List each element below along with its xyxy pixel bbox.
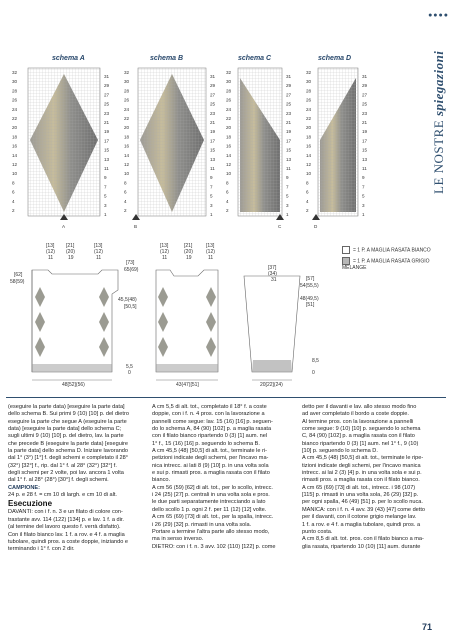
row-number: 22 [124,116,130,121]
text-line: ma in senso inverso. [152,536,204,543]
row-number: 25 [362,101,368,107]
text-line: trastante avv. 114 (122) [134] p. e lav. 1 f. a dir. [8,516,124,523]
row-number: 7 [104,184,107,190]
text-line: e sui p. rimasti pros. a maglia rasata con il filato [152,470,270,477]
text-line: i 24 (25) [27] p. centrali in una volta sola e pros. [152,492,270,499]
row-number: 23 [362,110,368,116]
row-number: 8 [226,180,229,186]
row-number: 13 [210,156,216,162]
row-number: 31 [286,74,292,79]
row-number: 6 [226,189,229,195]
text-line: A cm 65 (69) [73] di alt. tot., per la spalla, intrecc. [152,514,274,521]
text-line: dello schema B. Sui primi 9 (10) [10] p. del dietro [8,411,129,418]
garment-diagrams [0,242,453,392]
column-2 [152,404,292,551]
row-number: 22 [226,116,232,121]
text-line: Con il filato bianco lav. 1 f. a rov. e 4 f. a maglia [8,531,125,538]
row-number: 5 [210,193,213,199]
text-line: DAVANTI: con i f. n. 3 e un filato di colore con- [8,509,123,516]
text-line: Portare a termine l'altra parte allo stesso modo, [152,528,270,535]
row-number: 6 [306,189,309,195]
knitting-charts [0,60,453,230]
text-line: la parte data] dello schema D. Iniziare lavorando [8,448,129,455]
row-number: 2 [306,208,309,213]
row-number: 30 [226,79,232,85]
row-number: 10 [226,171,232,177]
sleeve-right-1: [57] [306,276,315,282]
row-number: 17 [362,138,368,144]
row-number: 10 [306,171,312,177]
row-number: 29 [286,83,292,89]
page-number: 71 [422,622,433,632]
row-number: 6 [124,189,127,195]
text-line: [10] p. seguendo lo schema D. [302,448,378,455]
row-number: 18 [306,134,312,140]
row-number: 10 [124,171,130,177]
row-number: 20 [12,125,18,131]
row-number: 5 [362,193,365,199]
row-number: 15 [210,147,216,153]
back-diagram [10,243,137,388]
back-mid-2: [50,5] [124,304,137,310]
column-1-para-b [8,509,142,553]
column-1-para [8,404,142,485]
sleeve-mid-2: [51] [306,302,315,308]
row-number: 28 [12,88,18,94]
row-number: 16 [12,143,18,149]
back-width: 48[52](56) [62,382,85,388]
row-number: 18 [124,134,130,140]
row-number: 13 [362,156,368,162]
row-number: 4 [124,198,127,204]
row-number: 24 [124,106,130,112]
column-1 [8,404,142,554]
text-line: A cm 65 (69) [73] di alt. tot., intrecc. i 98 (107) [302,484,416,491]
row-number: 11 [362,166,367,171]
front-top2-2: (20) [184,249,193,255]
text-line: che precede B (eseguire la parte data) [eseguire [8,440,129,447]
row-number: 3 [286,202,289,208]
row-number: 27 [210,92,216,98]
text-line: do lo schema A, 84 (90) [102] p. a maglia rasata [152,426,272,433]
row-number: 31 [362,74,368,79]
row-number: 9 [362,175,365,181]
column-3 [302,404,444,551]
row-number: 21 [210,120,216,125]
text-line: glia rasata, ripartendo 10 (10) [11] aum. durante [302,543,421,550]
text-line: bianco. [152,477,171,484]
chart-a [28,68,100,229]
marker-a: A [62,224,66,229]
row-number: 26 [306,97,312,103]
schema-c-title: schema C [238,55,272,62]
text-line: le due parti separatamente intrecciando a lato [152,499,266,506]
row-number: 28 [124,88,130,94]
text-line: con il filato bianco ripartendo 0 (3) [1] aum. nel [152,433,268,440]
row-number: 9 [104,175,107,181]
row-number: 14 [226,152,232,158]
back-mid-1: 45,5(48) [118,297,137,303]
schema-d-title: schema D [318,55,352,62]
row-number: 12 [226,162,232,167]
front-width: 43(47)[51] [176,382,199,388]
row-number: 10 [12,171,18,177]
row-number: 1 [362,212,365,217]
schema-b-title: schema B [150,55,184,62]
sleeve-diagram [244,265,319,388]
text-line: (al termine del lavoro questo f. verrà disfatto). [8,524,121,531]
marker-b: B [134,224,138,229]
front-top3-1: 11 [162,255,168,261]
text-line: MANICA: con i f. n. 4 avv. 39 (43) [47] come detto [302,506,426,513]
row-number: 1 [210,212,213,217]
row-number: 13 [286,156,292,162]
row-number: 27 [104,92,110,98]
row-number: 25 [210,101,216,107]
row-number: 1 [286,212,289,217]
front-diagram [124,243,218,388]
front-top2-1: (12) [160,249,169,255]
row-number: 28 [306,88,312,94]
row-number: 13 [104,156,110,162]
row-number: 4 [226,198,229,204]
row-number: 27 [362,92,368,98]
row-number: 7 [286,184,289,190]
row-number: 32 [124,70,130,75]
back-top3-1: 11 [48,255,54,261]
row-number: 21 [286,120,292,125]
row-number: 25 [286,101,292,107]
row-number: 3 [362,202,365,208]
text-line: dal 1° f. al 28° (28°) [30°] f. degli schemi. [8,477,109,484]
sleeve-top-2: (34) [268,271,277,277]
row-number: 12 [124,162,130,167]
front-top-3: [13] [206,243,215,249]
row-number: 32 [12,70,18,75]
row-number: 12 [12,162,18,167]
row-number: 31 [104,74,110,79]
front-top-1: [13] [160,243,169,249]
legend-item-white: = 1 P. A MAGLIA RASATA BIANCO [353,247,431,254]
text-line: punto costa. [302,528,333,535]
marker-d: D [314,224,318,229]
text-line: C, 84 (90) [102] p. a maglia rasata con il filato [302,433,415,440]
row-number: 17 [104,138,110,144]
chart-d [312,68,358,229]
text-line: come segue: 9 (10) [10] p. seguendo lo schema [302,426,421,433]
row-number: 12 [306,162,312,167]
row-number: 19 [210,129,216,135]
section-title-light: LE NOSTRE [431,116,446,194]
row-number: 6 [12,189,15,195]
decorative-dots: ●●●● [428,12,449,19]
section-title-bold: spiegazioni [431,50,446,117]
row-number: 26 [12,97,18,103]
text-line: per ogni spalla, 46 (49) [51] p. per lo scollo nuca. [302,499,423,506]
chart-c [238,68,284,229]
row-number: 15 [104,147,110,153]
front-top3-3: 11 [208,255,214,261]
row-number: 8 [12,180,15,186]
front-right-2: 65(69) [124,267,139,273]
text-line: A cm 45,5 (48) [50,5] di alt. tot., terminate le ri- [152,448,268,455]
row-number: 7 [210,184,213,190]
row-number: 4 [306,198,309,204]
row-number: 28 [226,88,232,94]
back-left-2: 58(59) [10,279,25,285]
back-top-3: [13] [94,243,103,249]
row-number: 3 [210,202,213,208]
row-number: 8 [124,180,127,186]
back-top3-2: 19 [68,255,74,261]
row-number: 9 [286,175,289,181]
text-line: eseguire la parte che segue A (eseguire la parte [8,418,127,425]
row-number: 24 [12,106,18,112]
row-number: 20 [306,125,312,131]
text-line: A cm 45,5 (48) [50,5] di alt. tot., terminate le ripe- [302,455,424,462]
row-number: 19 [362,129,368,135]
row-number: 2 [226,208,229,213]
text-line: dello scollo 1 p. ogni 2 f. per 11 (12) [12] volte. [152,506,267,513]
divider [6,397,446,398]
row-number: 2 [124,208,127,213]
text-line: ad aver completato il bordo a coste doppie. [302,411,409,418]
sleeve-top-3: 31 [271,277,277,283]
row-number: 23 [210,110,216,116]
text-line: [115] p. rimasti in una volta sola, 26 (29) [32] p. [302,492,419,499]
back-top2-1: (12) [46,249,55,255]
chart-b [132,68,206,229]
text-line: i 26 (29) [32] p. rimasti in una volta sola. [152,521,252,528]
row-number: 31 [210,74,216,79]
row-number: 22 [306,116,312,121]
back-zero: 0 [128,370,131,376]
row-number: 17 [286,138,292,144]
back-top2-2: (20) [66,249,75,255]
sleeve-low: 8,5 [312,358,319,364]
back-top2-3: (12) [94,249,103,255]
row-number: 32 [226,70,232,75]
row-number: 22 [12,116,18,121]
text-line: intrecc. ai lai 2 (3) [4] p. in una volta sola e sui p. [302,470,422,477]
text-line: bianco ripartendo 0 (3) [1] aum. nel 1° f., 9 (10) [302,440,419,447]
row-number: 7 [362,184,365,190]
text-line: detto per il davanti e lav. allo stesso modo fino [302,404,417,410]
text-line: dal 1° (3°) [1°] f. degli schemi e completato il 28° [8,455,128,462]
sleeve-mid-1: 48(49,5) [300,296,319,302]
back-top-2: [21] [66,243,75,249]
row-number: 14 [306,152,312,158]
row-number: 11 [210,166,215,171]
row-number: 27 [286,92,292,98]
text-line: tizioni indicate degli schemi, per l'incavo manica [302,462,421,469]
text-line: sugli ultimi 9 (10) [10] p. del dietro, lav. la parte [8,433,124,440]
text-line: petizioni indicate degli schemi, per l'incavo ma- [152,455,269,462]
text-line: rimasti pros. a maglia rasata con il filato bianco. [302,477,420,484]
row-number: 25 [104,101,110,107]
front-right-1: [73] [126,260,135,266]
row-number: 20 [226,125,232,131]
row-number: 17 [210,138,216,144]
row-number: 16 [226,143,232,149]
row-number: 26 [124,97,130,103]
row-number: 30 [306,79,312,85]
row-number: 11 [104,166,109,171]
row-number: 15 [286,147,292,153]
row-number: 20 [124,125,130,131]
row-number: 9 [210,175,213,181]
marker-c: C [278,224,282,229]
row-number: 24 [306,106,312,112]
row-number: 14 [12,152,18,158]
sleeve-width: 20[22](24) [260,382,283,388]
legend-item-grey: = 1 P. A MAGLIA RASATA GRIGIO MELANGE [342,258,430,271]
row-number: 16 [306,143,312,149]
row-number: 29 [210,83,216,89]
sleeve-top-1: [37] [268,265,277,271]
row-number: 1 [104,212,107,217]
esecuzione-heading: Esecuzione [8,499,53,509]
text-line: degli schemi per 2 volte, poi lav. ancora 1 volta [8,470,124,477]
text-line: data) [eseguire la parte data] dello schema C; [8,426,122,433]
sleeve-zero: 0 [312,370,315,376]
row-number: 8 [306,180,309,186]
text-line: A cm 56 (59) [62] di alt. tot., per lo scollo, intrecc. [152,484,273,491]
row-number: 24 [226,106,232,112]
text-line: 1 f. a rov. e 4 f. a maglia tubolare, quindi pros. a [302,521,421,528]
row-number: 29 [362,83,368,89]
front-top2-3: (12) [206,249,215,255]
text-line: (32°) [32°] f., rip. dal 1° f. al 28° (32°) [32°] f. [8,462,117,469]
text-line: nica intrecc. ai lati 8 (9) [10] p. in una volta sola [152,462,269,469]
text-line: DIETRO: con i f. n. 3 avv. 102 (110) [122] p. come [152,543,276,550]
row-number: 30 [124,79,130,85]
back-top-1: [13] [46,243,55,249]
row-number: 11 [286,166,291,171]
row-number: 23 [104,110,110,116]
text-line: Al termine pros. con la lavorazione a pannelli [302,418,414,425]
row-number: 15 [362,147,368,153]
row-number: 21 [362,120,368,125]
text-line: 1° f., 15 (16) [16] p. seguendo lo schema B. [152,440,260,447]
text-line: A cm 8,5 di alt. tot. pros. con il filato bianco a ma- [302,536,424,543]
row-number: 18 [12,134,18,140]
back-low: 5,5 [126,364,133,370]
row-number: 16 [124,143,130,149]
sleeve-right-2: 54(55,5) [300,283,319,289]
row-number: 21 [104,120,110,125]
row-number: 23 [286,110,292,116]
row-number: 5 [104,193,107,199]
schema-a-title: schema A [52,55,85,62]
row-number: 32 [306,70,312,75]
row-number: 19 [286,129,292,135]
row-number: 19 [104,129,110,135]
text-line: doppie, con i f. n. 4 pros. con la lavorazione a [152,411,265,418]
text-line: per il davanti, con il cotone grigio melange lav. [302,514,417,521]
front-top3-2: 19 [186,255,192,261]
row-number: 29 [104,83,110,89]
text-line: terminando i 1° f. con 2 dir. [8,546,75,553]
row-number: 5 [286,193,289,199]
row-number: 3 [104,202,107,208]
text-line: tubolare, quindi pros. a coste doppie, iniziando e [8,538,129,545]
text-line: pannelli come segue: lav. 15 (16) [16] p. seguen- [152,418,273,425]
text-line: A cm 5,5 di alt. tot., completato il 18° f. a coste [152,404,267,410]
front-top-2: [21] [184,243,193,249]
row-number: 2 [12,208,15,213]
back-top3-3: 11 [96,255,102,261]
row-number: 14 [124,152,130,158]
back-left-1: [62] [14,272,23,278]
campione-text: 24 p. e 28 f. = cm 10 di largh. e cm 10 di alt. [8,492,117,499]
row-number: 26 [226,97,232,103]
row-number: 30 [12,79,18,85]
row-number: 18 [226,134,232,140]
text-line: (eseguire la parte data) [eseguire la parte data] [8,404,125,410]
campione-heading: CAMPIONE: [8,484,41,491]
row-number: 4 [12,198,15,204]
